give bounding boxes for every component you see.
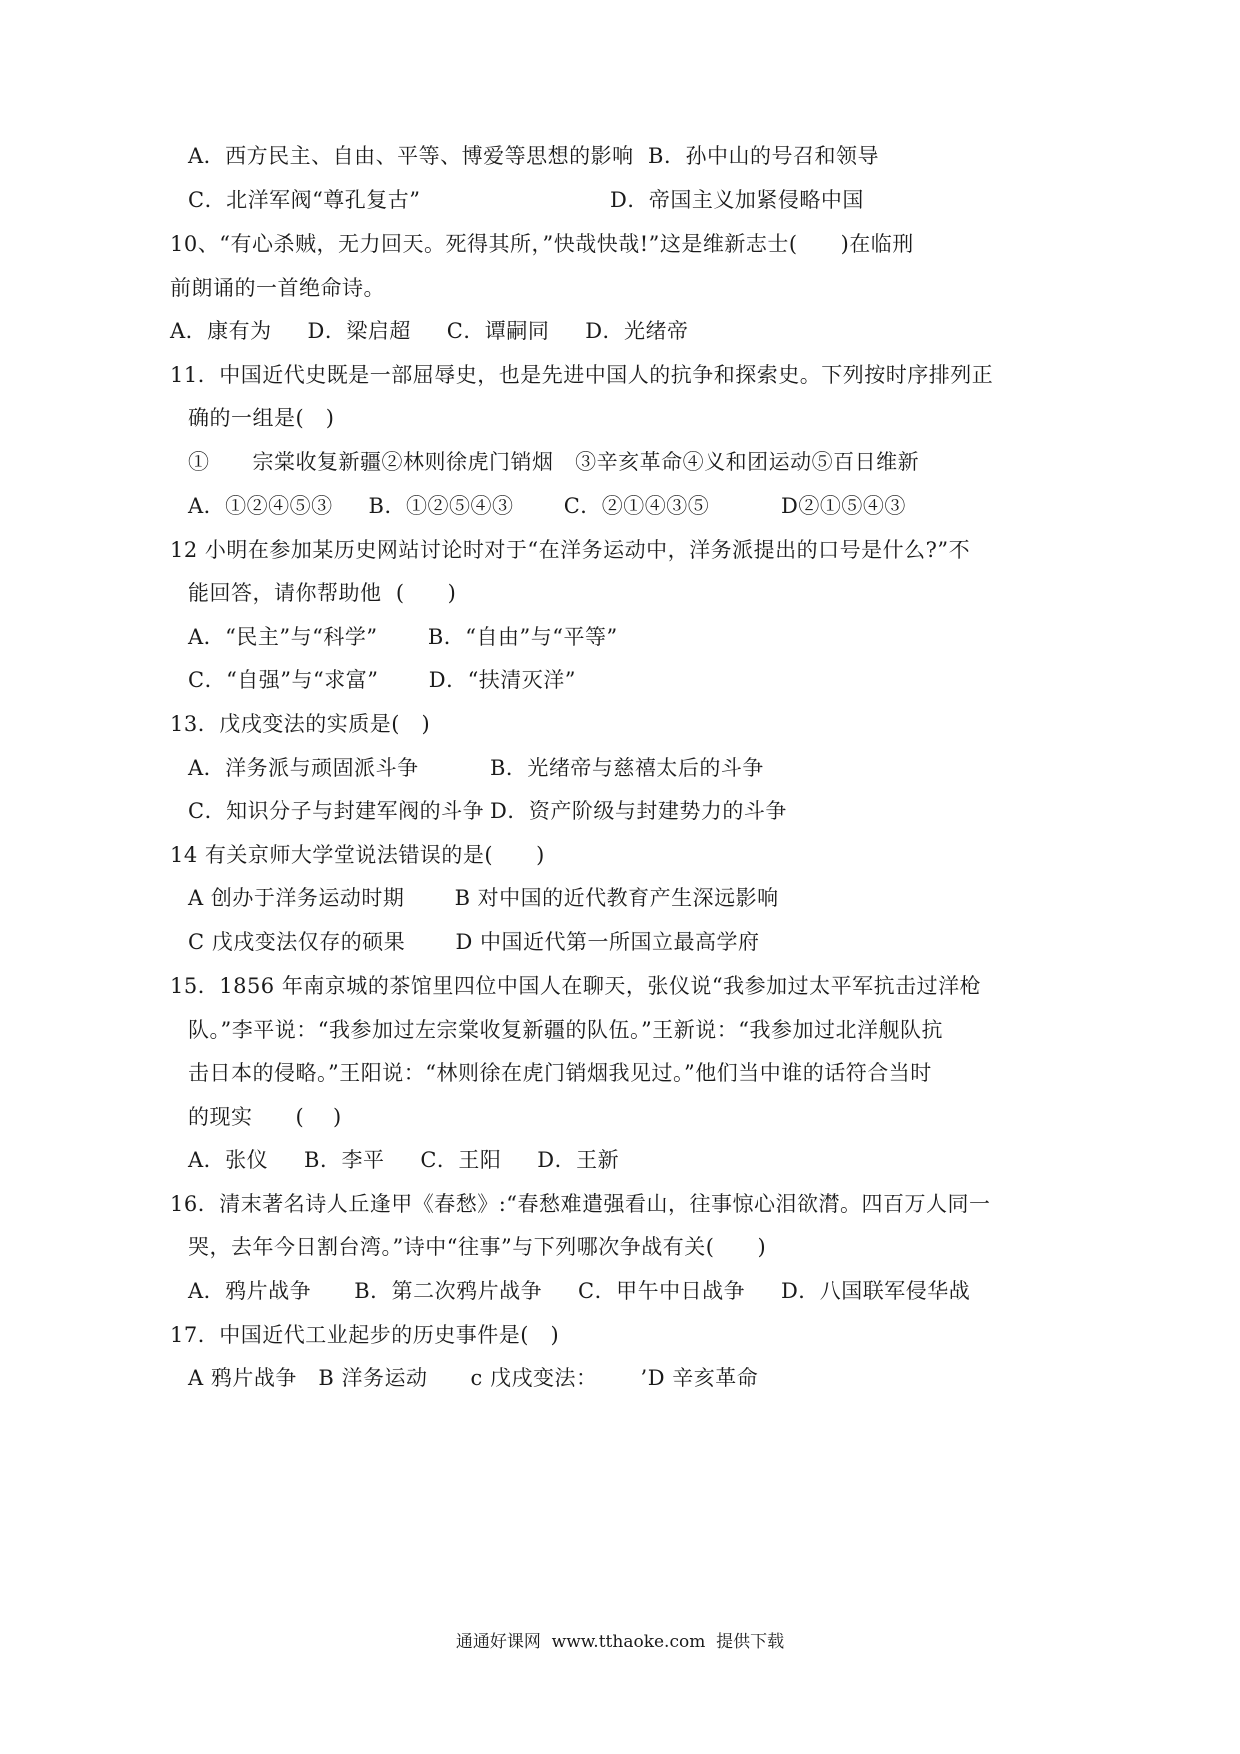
q12-stem: 12 小明在参加某历史网站讨论时对于“在洋务运动中，洋务派提出的口号是什么?”不 (170, 538, 971, 562)
q15-options: A．张仪 B．李平 C．王阳 D．王新 (188, 1148, 620, 1172)
q17-options: A 鸦片战争 B 洋务运动 c 戊戌变法： ’D 辛亥革命 (188, 1366, 759, 1390)
q12-options-ab: A．“民主”与“科学” B．“自由”与“平等” (188, 625, 618, 649)
q12-options-cd: C．“自强”与“求富” D．“扶清灭洋” (188, 668, 577, 692)
q14-options-ab: A 创办于洋务运动时期 B 对中国的近代教育产生深远影响 (188, 886, 779, 910)
q14-options-cd: C 戊戌变法仅存的硕果 D 中国近代第一所国立最高学府 (188, 930, 760, 954)
page-footer: 通通好课网 www.tthaoke.com 提供下载 (455, 1632, 785, 1652)
q9-option-d: D．帝国主义加紧侵略中国 (610, 188, 864, 212)
q11-stem-cont: 确的一组是( ) (188, 406, 335, 430)
q12-stem-cont: 能回答，请你帮助他 ( ) (188, 581, 457, 605)
q9-options-ab: A．西方民主、自由、平等、博爱等思想的影响 B．孙中山的号召和领导 (188, 144, 879, 168)
q10-stem-cont: 前朗诵的一首绝命诗。 (170, 276, 385, 300)
q15-stem-cont-2: 击日本的侵略。”王阳说：“林则徐在虎门销烟我见过。”他们当中谁的话符合当时 (188, 1061, 932, 1085)
q11-options: A．①②④⑤③ B．①②⑤④③ C．②①④③⑤ D②①⑤④③ (188, 494, 906, 518)
q9-option-c: C．北洋军阀“尊孔复古” (188, 188, 421, 212)
q13-option-a: A．洋务派与顽固派斗争 (188, 756, 419, 780)
q17-stem: 17．中国近代工业起步的历史事件是( ) (170, 1323, 560, 1347)
q13-option-c: C．知识分子与封建军阀的斗争 (188, 799, 485, 823)
q16-stem: 16．清末著名诗人丘逢甲《春愁》:“春愁难遣强看山，往事惊心泪欲潸。四百万人同一 (170, 1192, 991, 1216)
q16-stem-cont: 哭，去年今日割台湾。”诗中“往事”与下列哪次争战有关( ) (188, 1235, 767, 1259)
q16-options: A．鸦片战争 B．第二次鸦片战争 C．甲午中日战争 D．八国联军侵华战 (188, 1279, 971, 1303)
q15-stem: 15．1856 年南京城的茶馆里四位中国人在聊天，张仪说“我参加过太平军抗击过洋枪 (170, 974, 982, 998)
q14-stem: 14 有关京师大学堂说法错误的是( ) (170, 843, 545, 867)
q11-stem: 11．中国近代史既是一部屈辱史，也是先进中国人的抗争和探索史。下列按时序排列正 (170, 363, 994, 387)
q15-stem-cont-3: 的现实 ( ) (188, 1105, 342, 1129)
q10-stem: 10、“有心杀贼，无力回天。死得其所，”快哉快哉!”这是维新志士( )在临刑 (170, 232, 914, 256)
q13-option-b: B．光绪帝与慈禧太后的斗争 (490, 756, 764, 780)
q11-events: ① 宗棠收复新疆②林则徐虎门销烟 ③辛亥革命④义和团运动⑤百日维新 (188, 450, 920, 474)
q13-stem: 13．戊戌变法的实质是( ) (170, 712, 431, 736)
q15-stem-cont-1: 队。”李平说：“我参加过左宗棠收复新疆的队伍。”王新说：“我参加过北洋舰队抗 (188, 1018, 943, 1042)
q13-option-d: D．资产阶级与封建势力的斗争 (490, 799, 787, 823)
q10-options: A．康有为 D．梁启超 C．谭嗣同 D．光绪帝 (170, 319, 689, 343)
